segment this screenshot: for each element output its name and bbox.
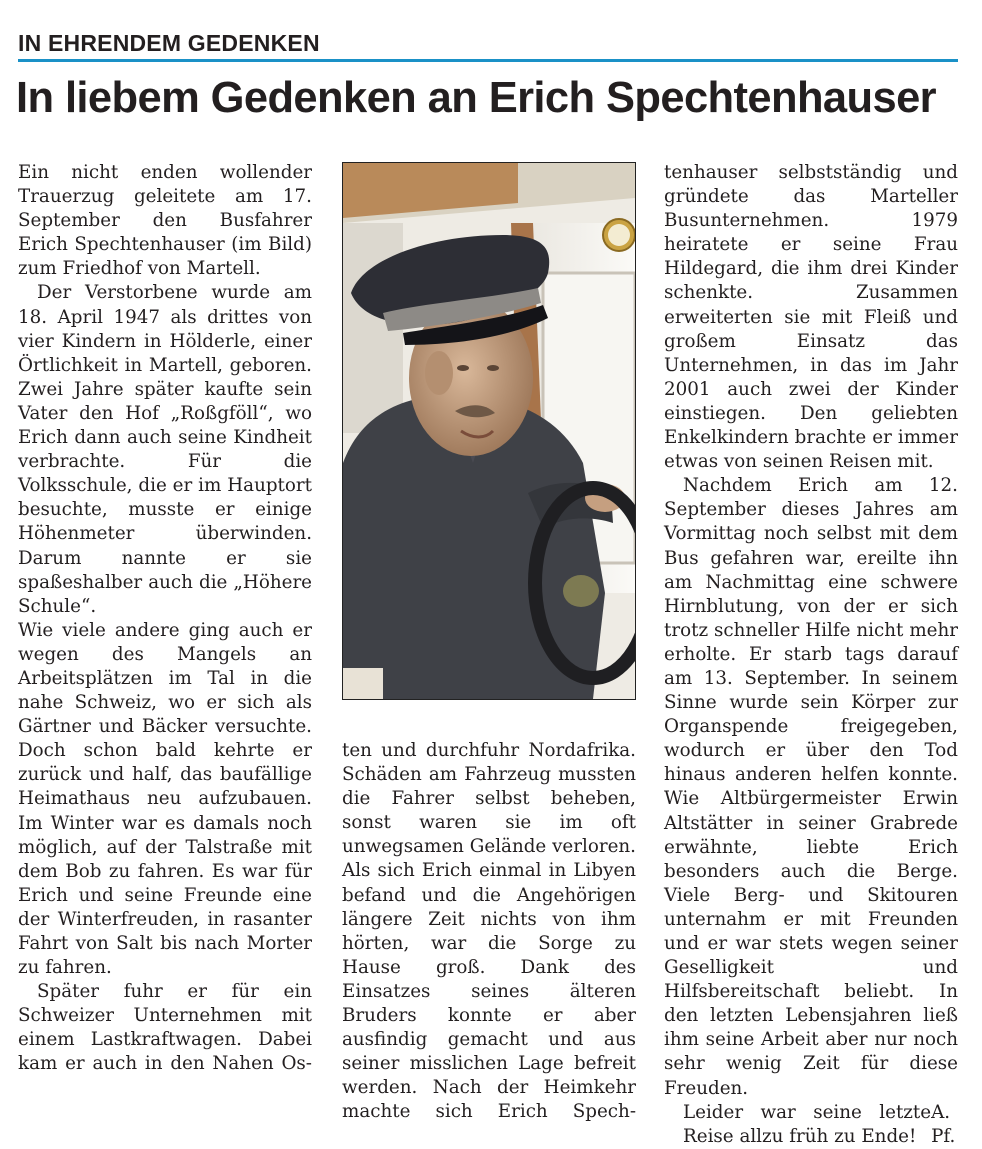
bus-driver-photo: [342, 162, 636, 700]
paragraph-death: Nachdem Erich am 12. September dieses Jahres am Vormittag noch selbst mit dem Bus gefahren war, ereilte ihn am Nachmittag eine schwere Hirnblutung, von der er sich trotz schneller Hilfe nicht mehr erholte. Er starb tags darauf am 13. September. In seinem Sinne wurde sein Körper zur Organspende freigegeben, wodurch er über den Tod hinaus anderen helfen konnte. Wie Altbürgermeister Erwin Altstätter in seiner Grabrede erwähnte, liebte Erich besonders auch die Berge. Viele Berg- und Skitouren unternahm er mit Freunden und er war stets wegen seiner Geselligkeit und Hilfsbereitschaft beliebt. In den letzten Lebensjahren ließ ihm seine Arbeit aber nur noch sehr wenig Zeit für diese Freuden.: [664, 475, 958, 1099]
kicker: IN EHRENDEM GEDENKEN: [18, 30, 320, 56]
paragraph-biography: Der Verstorbene wurde am 18. April 1947 als drittes von vier Kindern in Hölderle, einer Örtlichkeit in Martell, geboren. Zwei Jahre später kaufte sein Vater den Hof „Roßgföll“, wo Erich dann auch seine Kindheit verbrachte. Für die Volksschule, die er im Hauptort besuchte, musste er einige Höhenmeter überwinden. Darum nannte er sie spaßeshalber auch die „Höhere Schule“.: [18, 282, 312, 617]
byline: A. Pf.: [931, 1101, 956, 1147]
bus-driver-photo-icon: [343, 163, 635, 699]
closing-sentence: Leider war seine letzte Reise allzu früh zu Ende!: [683, 1101, 932, 1147]
paragraph-truck-driver: Später fuhr er für ein Schweizer Unternehmen mit einem Lastkraftwagen. Dabei kam er auch in den Nahen Os-: [18, 981, 312, 1075]
headline: In liebem Gedenken an Erich Spechtenhauser: [16, 74, 937, 122]
kicker-rule: [18, 59, 958, 62]
paragraph-bus-company: tenhauser selbstständig und gründete das Marteller Busunternehmen. 1979 heiratete er seine Frau Hildegard, die ihm drei Kinder schenkte. Zusammen erweiterten sie mit Fleiß und großem Einsatz das Unternehmen, in das im Jahr 2001 auch zwei der Kinder einstiegen. Den geliebten Enkelkindern brachte er immer etwas von seinen Reisen mit.: [664, 162, 958, 473]
paragraph-north-africa: ten und durchfuhr Nordafrika. Schäden am Fahrzeug mussten die Fahrer selbst beheben, sonst waren sie im oft unwegsamen Gelände verloren. Als sich Erich einmal in Libyen befand und die Angehörigen längere Zeit nichts von ihm hörten, war die Sorge zu Hause groß. Dank des Einsatzes seines älteren Bruders konnte er aber ausfindig gemacht und aus seiner misslichen Lage befreit werden. Nach der Heimkehr machte sich Erich Spech-: [342, 740, 636, 1123]
column-2: [342, 739, 636, 1125]
column-3: [664, 161, 958, 1149]
column-1: [18, 161, 312, 1077]
paragraph-switzerland: Wie viele andere ging auch er wegen des Mangels an Arbeitsplätzen im Tal in die nahe Schweiz, wo er sich als Gärtner und Bäcker versuchte. Doch schon bald kehrte er zurück und half, das baufällige Heimathaus neu aufzubauen. Im Winter war es damals noch möglich, auf der Talstraße mit dem Bob zu fahren. Es war für Erich und seine Freunde eine der Winterfreuden, in rasanter Fahrt von Salt bis nach Morter zu fahren.: [18, 619, 312, 979]
paragraph-closing: [664, 1101, 958, 1149]
paragraph-intro: Ein nicht enden wollender Trauerzug geleitete am 17. September den Busfahrer Erich Spechtenhauser (im Bild) zum Friedhof von Martell.: [18, 162, 312, 280]
